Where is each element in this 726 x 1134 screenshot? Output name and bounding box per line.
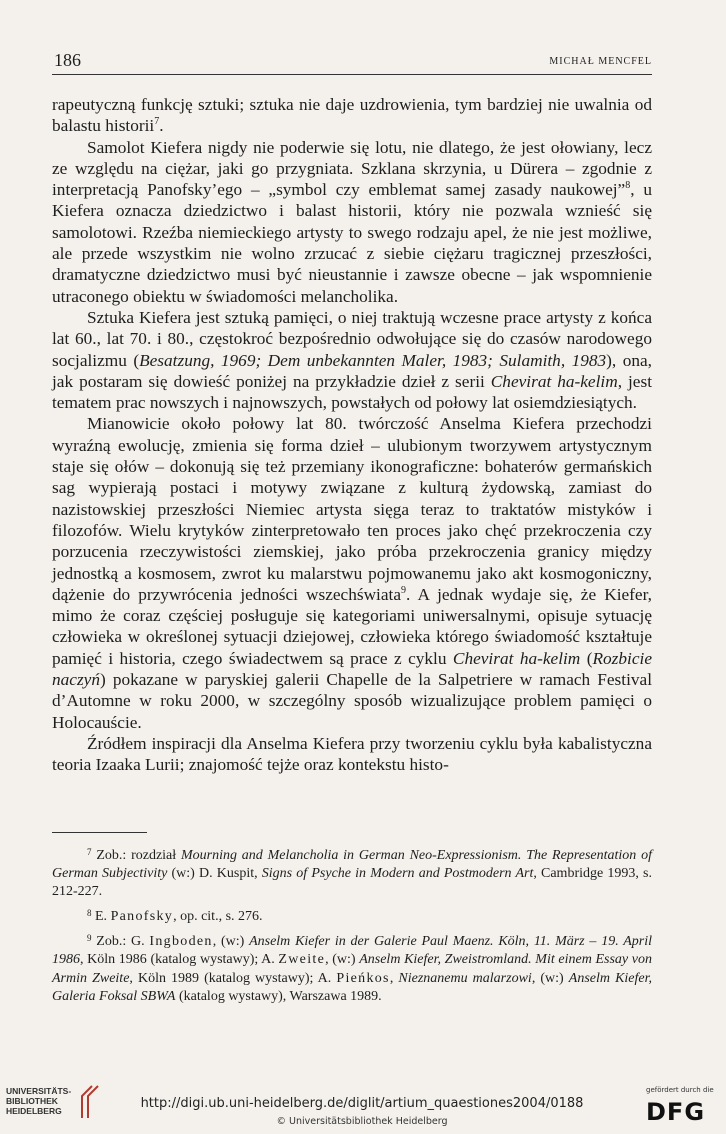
dfg-logo: DFG — [646, 1098, 706, 1126]
footnote: $^7$ Zob.: rozdział Mourning and Melancholia in German Neo-Expressionism. The Representation of German Subjectivity (w:) D. Kuspit, Signs of Psyche in Modern and Postmodern Art, Cambridge 1993, s. 212-227. — [52, 847, 652, 900]
page-header — [52, 50, 652, 75]
page-number: 186 — [54, 50, 81, 70]
footnote-ref[interactable]: 9 — [401, 585, 407, 597]
paragraph: Samolot Kiefera nigdy nie poderwie się lotu, nie dlatego, że jest ołowiany, lecz ze względu na ciężar, jaki go przygniata. Szklana skrzynia, u Dürera – zgodnie z interpretacją Panofsky’ego – „symbol czy emblemat samej zasady naukowej”$^8$, u Kiefera oznacza dziedzictwo i balast historii, który nie pozwala wznieść się samolotowi. Rzeźba niemieckiego artysty to swego rodzaju apel, że nie jest możliwe, ale przede wszystkim nie wolno zrzucać z siebie ciężaru tragicznej przeszłości, dramatyczne dziedzictwo musi być nieustannie i zawsze obecne – jak wspomnienie utraconego obiektu w świadomości melancholika. — [52, 137, 652, 306]
body-text — [52, 94, 652, 776]
paragraph: Mianowicie około połowy lat 80. twórczość Anselma Kiefera przechodzi wyraźną ewolucję, zmienia się forma dzieł – ulubionym tworzywem artystycznym staje się ołów – dokonują się też przemiany ikonograficzne: bohaterów germańskich sag wypierają postaci i motywy związane z kulturą żydowską, zamiast do nazistowskiej przeszłości Niemiec artysta sięga teraz to traktatów mistyków i filozofów. Wielu krytyków zinterpretowało ten proces jako chęć przekroczenia czy porzucenia rzeczywistości ziemskiej, jako próba przekroczenia granicy między jednostką a kosmosem, zwrot ku malarstwu pojmowanemu jako akt kosmogoniczny, dążenie do przywrócenia jedności wszechświata$^9$. A jednak wydaje się, że Kiefer, mimo że coraz częściej posługuje się kategoriami uniwersalnymi, opisuje sytuację człowieka w określonej sytuacji dziejowej, człowieka którego świadomość kształtuje pamięć i historia, czego świadectwem są prace z cyklu Chevirat ha-kelim (Rozbicie naczyń) pokazane w paryskiej galerii Chapelle de la Salpetriere w ramach Festival d’Automne w roku 2000, w szczególny sposób wizualizujące problem pamięci o Holocauście. — [52, 414, 652, 732]
paragraph: Sztuka Kiefera jest sztuką pamięci, o niej traktują wczesne prace artysty z końca lat 60., lat 70. i 80., częstokroć bezpośrednio odwołujące się do czasów narodowego socjalizmu (Besatzung, 1969; Dem unbekannten Maler, 1983; Sulamith, 1983), ona, jak postaram się dowieść poniżej na przykładzie dzieł z serii Chevirat ha-kelim, jest tematem prac nowszych i najnowszych, powstałych od połowy lat osiemdziesiątych. — [52, 307, 652, 413]
library-logo-icon — [78, 1084, 102, 1120]
paragraph: rapeutyczną funkcję sztuki; sztuka nie daje uzdrowienia, tym bardziej nie uwalnia od balastu historii$^7$. — [52, 95, 652, 136]
funding-note: gefördert durch die — [646, 1086, 714, 1094]
footnote: $^8$ E. Panofsky, op. cit., s. 276. — [87, 908, 263, 925]
series-title: Chevirat ha-kelim — [452, 648, 581, 668]
footer-url-link[interactable]: http://digi.ub.uni-heidelberg.de/diglit/artium_quaestiones2004/0188 — [140, 1096, 584, 1111]
footnotes — [52, 843, 652, 1009]
work-titles: Besatzung, 1969; Dem unbekannten Maler, 1983; Sulamith, 1983 — [139, 350, 607, 370]
footnote-ref[interactable]: 7 — [154, 116, 160, 128]
footnote-number: 8 — [87, 908, 92, 919]
footnote-ref[interactable]: 8 — [625, 180, 631, 192]
footer-copyright: © Universitätsbibliothek Heidelberg — [276, 1116, 448, 1127]
library-name: UNIVERSITÄTS- BIBLIOTHEK HEIDELBERG — [6, 1086, 72, 1116]
footnote-number: 7 — [87, 847, 92, 857]
footnote-number: 9 — [87, 933, 92, 944]
footnote-divider — [52, 832, 147, 833]
running-head: MICHAŁ MENCFEL — [549, 56, 652, 67]
paragraph: Źródłem inspiracji dla Anselma Kiefera przy tworzeniu cyklu była kabalistyczna teoria Izaaka Lurii; znajomość tejże oraz kontekstu histo- — [52, 733, 652, 775]
footnote: $^9$ Zob.: G. Ingboden, (w:) Anselm Kiefer in der Galerie Paul Maenz. Köln, 11. März – 19. April 1986, Köln 1986 (katalog wystawy); A. Zweite, (w:) Anselm Kiefer, Zweistromland. Mit einem Essay von Armin Zweite, Köln 1989 (katalog wystawy); A. Pieńkos, Nieznanemu malarzowi, (w:) Anselm Kiefer, Galeria Foksal SBWA (katalog wystawy), Warszawa 1989. — [52, 933, 653, 1004]
series-title: Chevirat ha-kelim — [490, 371, 618, 391]
series-translation: Rozbicie naczyń — [52, 648, 652, 690]
footer — [0, 1080, 726, 1134]
